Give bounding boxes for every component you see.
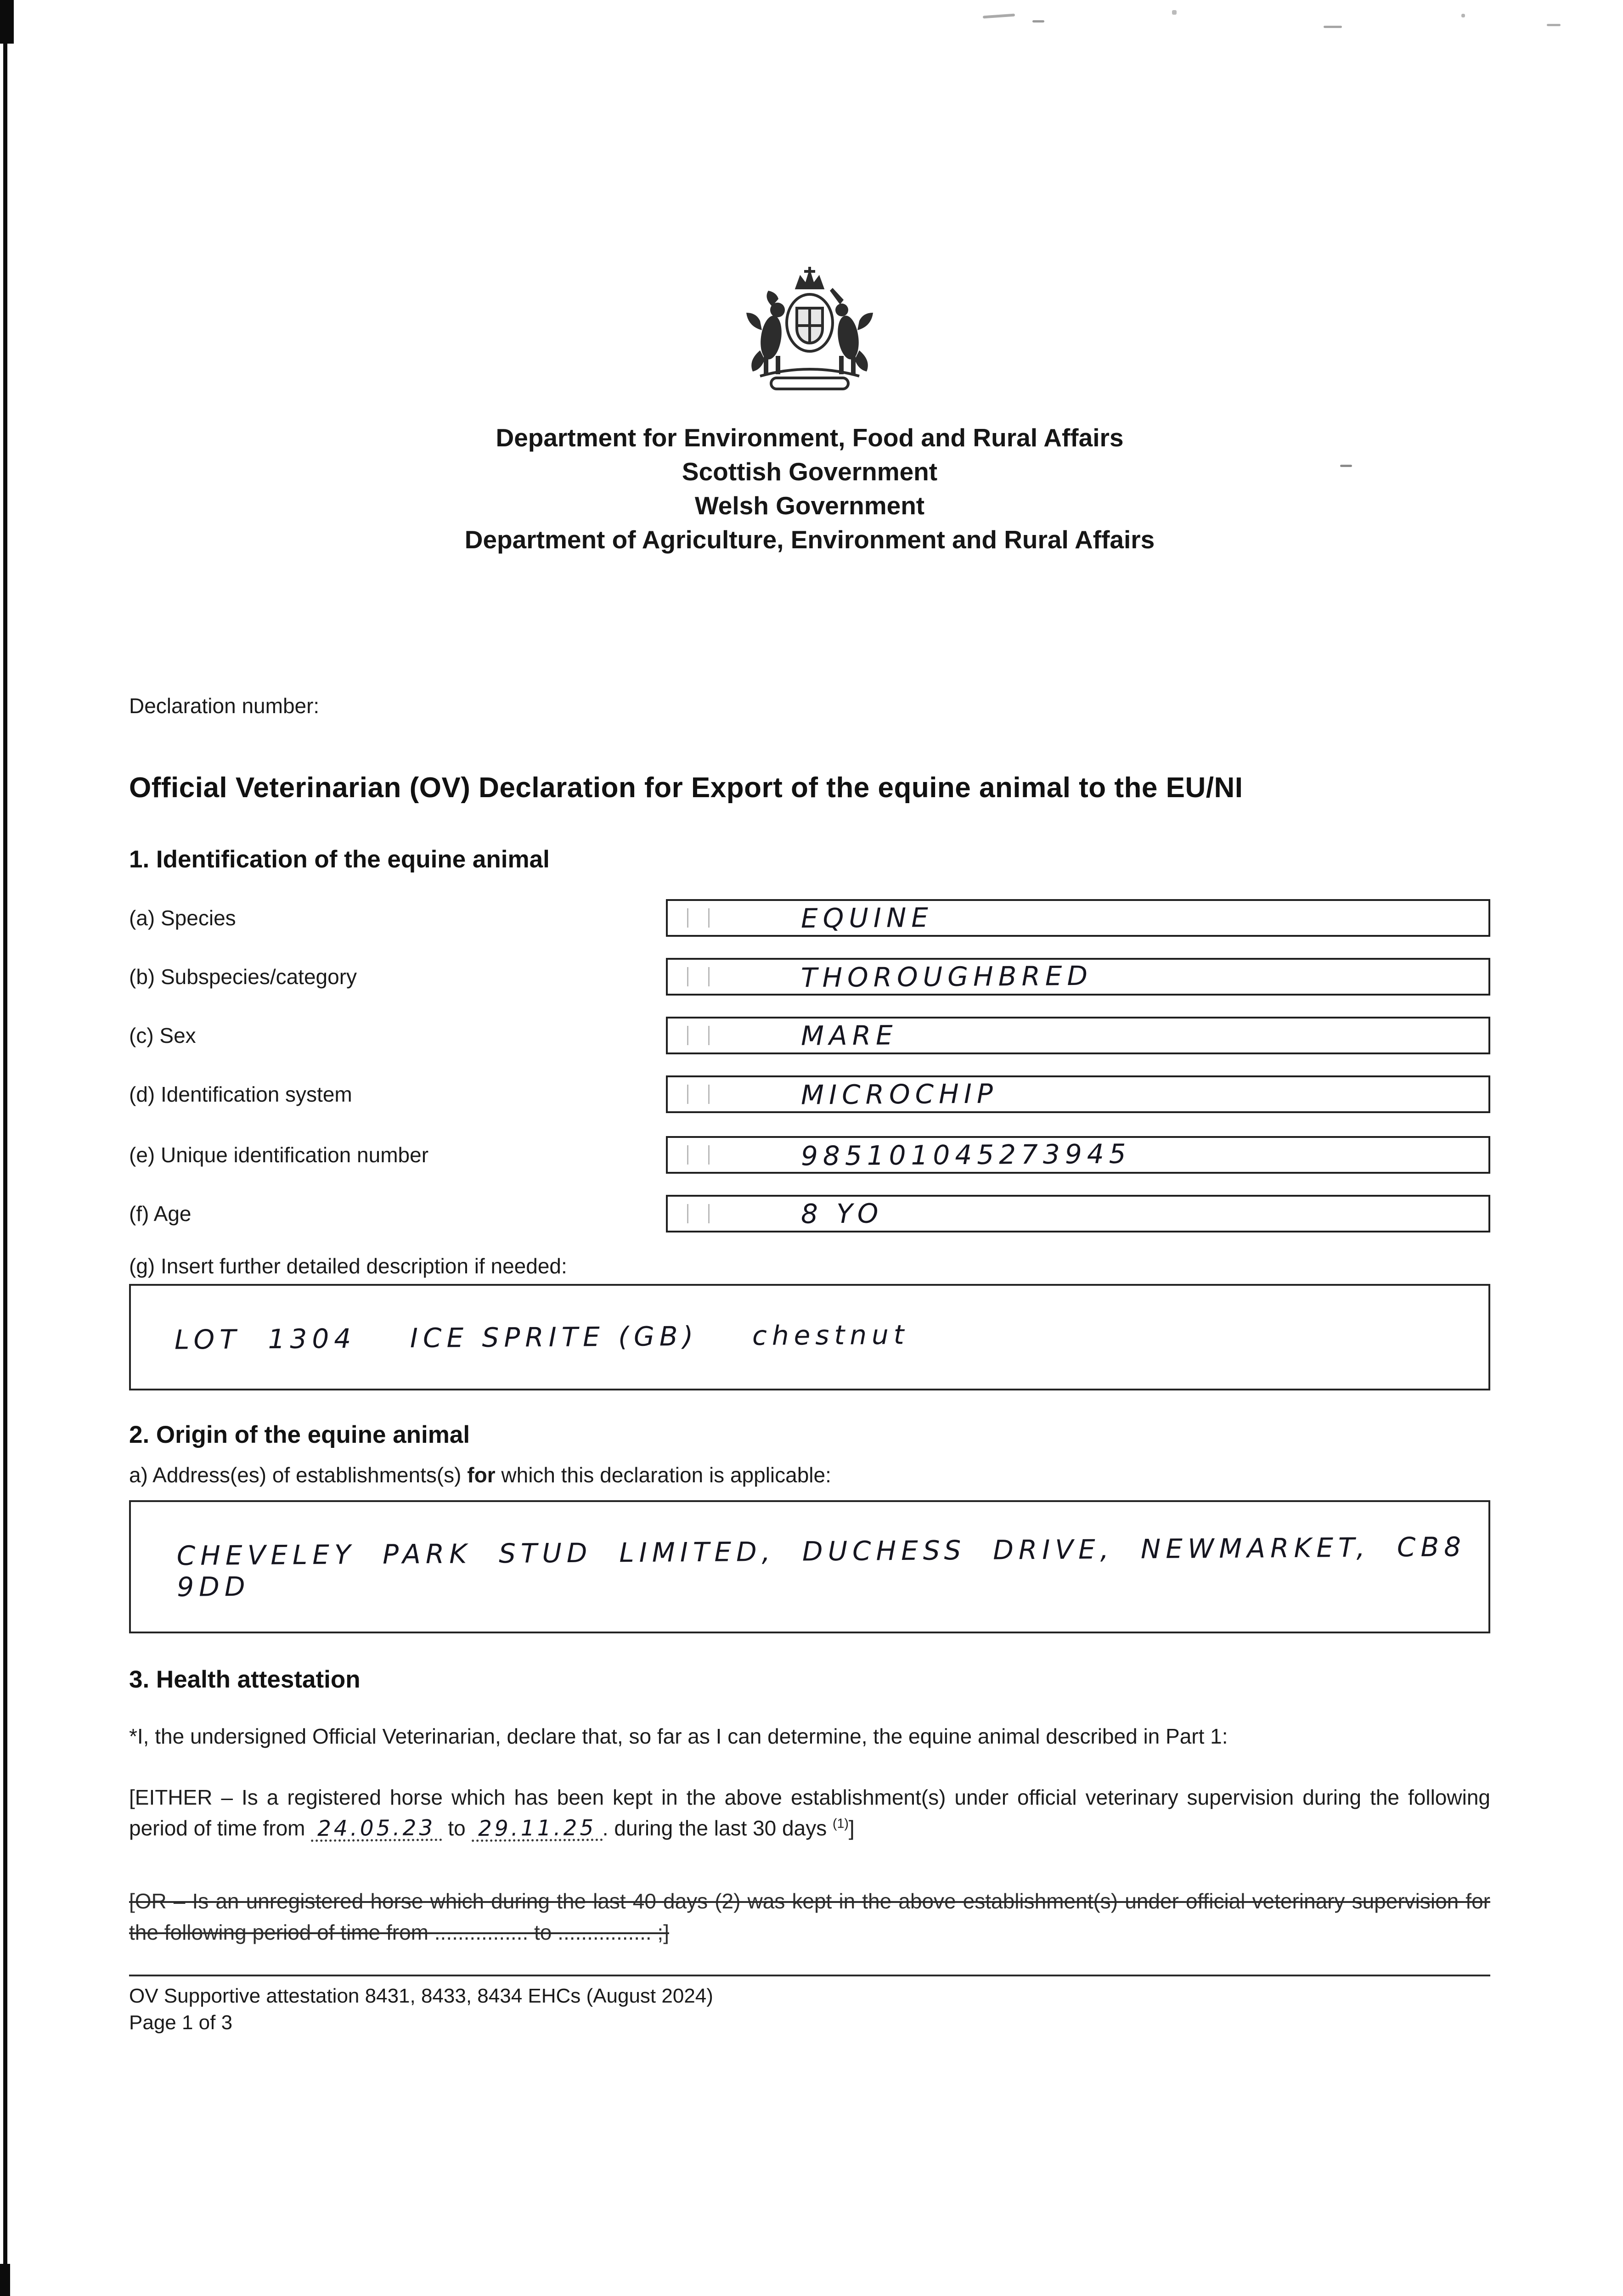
address-label [129,1463,1490,1487]
address-label-pre: a) Address(es) of establishments(s) [129,1463,468,1487]
address-label-bold-for: for [467,1463,496,1487]
department-line: Department of Agriculture, Environment and Rural Affairs [464,525,1155,554]
cell-divider-mark [708,1204,710,1223]
field-box-subspecies [666,958,1490,996]
either-text-close: ] [848,1816,855,1840]
department-line: Welsh Government [694,491,925,520]
handwritten-value: MICROCHIP [800,1078,998,1111]
cell-divider-mark [708,967,710,986]
page-number: Page 1 of 3 [129,2011,233,2034]
cell-divider-mark [708,1026,710,1045]
field-box-sex [666,1017,1490,1054]
cell-divider-mark [708,1085,710,1103]
address-label-post: which this declaration is applicable: [495,1463,831,1487]
field-box-age [666,1195,1490,1232]
handwritten-value: 8 YO [800,1198,884,1230]
footer-divider [129,1975,1490,1976]
further-description-label: (g) Insert further detailed description if needed: [129,1254,1490,1286]
department-header [129,421,1490,557]
field-row-age [129,1195,1490,1232]
footnote-ref-1: (1) [833,1816,849,1831]
handwritten-date-to: 29.11.25 [471,1817,603,1842]
handwritten-value: 985101045273945 [800,1138,1131,1172]
cell-divider-mark [687,967,688,986]
footer-attestation-text: OV Supportive attestation 8431, 8433, 8434 EHCs (August 2024) [129,1984,713,2007]
either-text-pre: [EITHER – Is a registered horse which has been kept in the above establishment(s) under official veterinary supervision during the following period of time from [129,1785,1490,1840]
field-label: (e) Unique identification number [129,1143,429,1167]
field-row-species [129,899,1490,937]
royal-coat-of-arms [709,264,911,413]
section2-heading: 2. Origin of the equine animal [129,1421,470,1448]
intro-paragraph: *I, the undersigned Official Veterinarian, declare that, so far as I can determine, the equine animal described in Part 1: [129,1724,1228,1748]
section3-heading: 3. Health attestation [129,1666,361,1693]
handwritten-value: MARE [800,1019,898,1052]
handwritten-date-from: 24.05.23 [311,1817,442,1842]
cell-divider-mark [687,1085,688,1103]
scan-edge-corner-bottom [0,2264,10,2296]
identification-fields [129,899,1490,1232]
page-title: Official Veterinarian (OV) Declaration for Export of the equine animal to the EU/NI [129,772,1243,804]
handwritten-address: CHEVELEY PARK STUD LIMITED, DUCHESS DRIVE, NEWMARKET, CB8 9DD [176,1531,1480,1603]
coat-of-arms-graphic [709,264,911,411]
declaration-number-label: Declaration number: [129,694,320,718]
field-box-unique-id [666,1136,1490,1174]
handwritten-further-description: LOT 1304 ICE SPRITE (GB) chestnut [174,1319,909,1356]
field-label: (d) Identification system [129,1082,352,1106]
field-box-species [666,899,1490,937]
cell-divider-mark [708,1145,710,1164]
cell-divider-mark [687,1026,688,1045]
cell-divider-mark [708,908,710,927]
field-row-subspecies [129,958,1490,996]
either-clause [129,1782,1490,1844]
field-label: (f) Age [129,1202,192,1226]
cell-divider-mark [687,1145,688,1164]
either-text-between: to [442,1816,472,1840]
handwritten-value: EQUINE [800,901,934,934]
field-label: (b) Subspecies/category [129,965,357,989]
department-line: Department for Environment, Food and Rural Affairs [496,423,1124,452]
field-label: (a) Species [129,906,236,930]
handwritten-value: THOROUGHBRED [800,960,1093,994]
section1-heading: 1. Identification of the equine animal [129,846,550,873]
field-row-unique-id [129,1136,1490,1174]
or-clause-struck: [OR – Is an unregistered horse which during the last 40 days (2) was kept in the above establishment(s) under official veterinary supervision for the following period of time from ................ to ................ ;] [129,1889,1490,1944]
either-text-post: . during the last 30 days [602,1816,833,1840]
further-description-box [129,1286,1490,1390]
field-box-identification-system [666,1075,1490,1113]
cell-divider-mark [687,908,688,927]
field-row-sex [129,1017,1490,1054]
cell-divider-mark [687,1204,688,1223]
field-row-identification-system [129,1075,1490,1113]
address-box [129,1500,1490,1633]
field-label: (c) Sex [129,1024,196,1047]
department-line: Scottish Government [682,457,938,486]
